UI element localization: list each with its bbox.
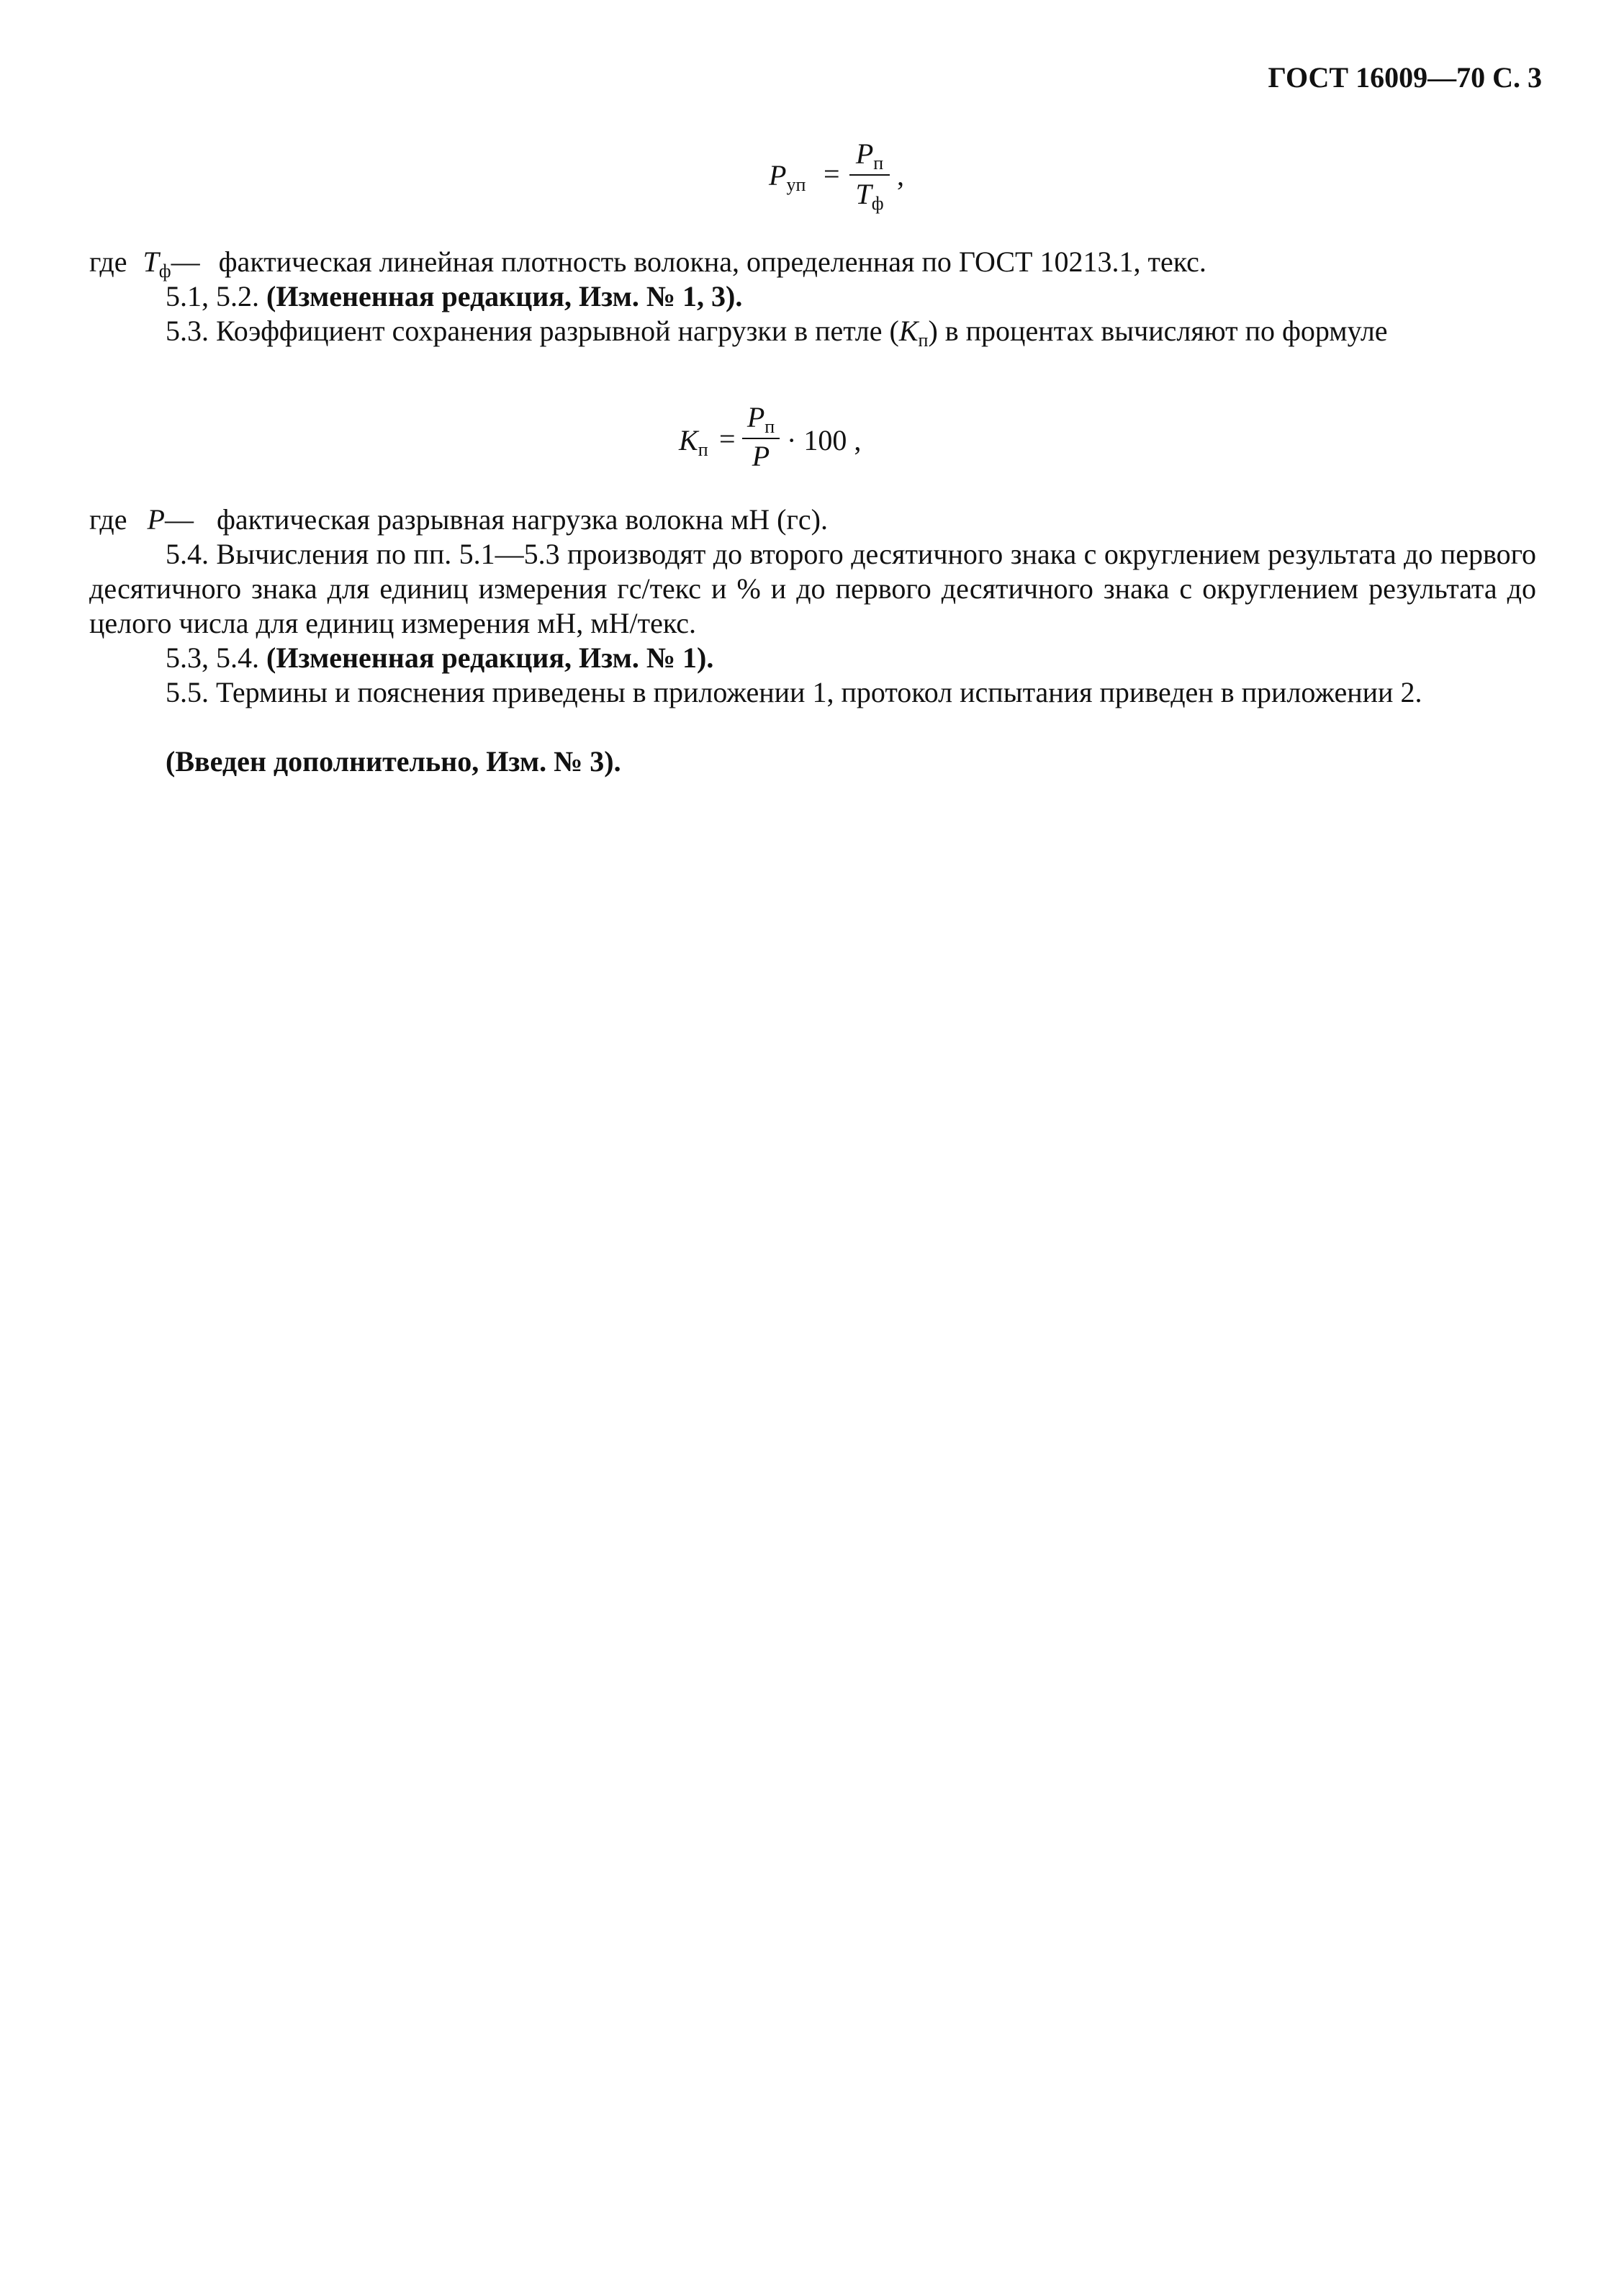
- where-tf-line: [89, 245, 1536, 282]
- where-p-line: где P— фактическая разрывная нагрузка волокна мН (гс).: [89, 503, 828, 536]
- amendment-5-3-5-4: 5.3, 5.4. (Измененная редакция, Изм. № 1).: [166, 641, 714, 674]
- where-p-symbol: P: [147, 503, 165, 536]
- formula1-equals: =: [824, 158, 840, 190]
- formula1-fraction-bar: [849, 174, 890, 176]
- formula2-multiplier: · 100 ,: [787, 424, 862, 456]
- formula2-numerator: $P_п$: [746, 401, 775, 437]
- symbol-k: $K_п$: [898, 315, 929, 351]
- formula-retention-coefficient: [0, 400, 1624, 479]
- formula-loop-specific-load: [0, 137, 1624, 216]
- where-word: где: [89, 246, 127, 278]
- formula1-comma: ,: [897, 159, 904, 192]
- formula2-fraction: [742, 400, 780, 479]
- where-dash: —: [171, 246, 200, 278]
- paragraph-5-3: 5.3. Коэффициент сохранения разрывной нагрузки в петле $(K_п)$ в процентах вычисляют по формуле: [166, 315, 1388, 351]
- formula1-denominator: $T_ф$: [855, 178, 884, 214]
- amendment-added-3: (Введен дополнительно, Изм. № 3).: [166, 745, 621, 778]
- formula2-lhs: $K_п$: [679, 424, 708, 460]
- formula2-denominator: P: [752, 440, 770, 472]
- formula1-numerator: $P_п$: [855, 138, 884, 174]
- page-header: ГОСТ 16009—70 С. 3: [1268, 61, 1542, 94]
- formula1-lhs: $P_{уп}$: [769, 159, 806, 195]
- where-symbol: $T_ф$: [143, 246, 171, 282]
- formula1-fraction: [849, 137, 890, 216]
- amendment-5-1-5-2: 5.1, 5.2. (Измененная редакция, Изм. № 1, 3).: [166, 280, 743, 312]
- paragraph-5-4: 5.4. Вычисления по пп. 5.1—5.3 производят до второго десятичного знака с округлением результата до первого десятичного знака для единиц измерения гс/текс и % и до первого десятичного знака с округлением результата до целого числа для единиц измерения мН, мН/текс.: [89, 538, 1536, 639]
- paragraph-5-5: 5.5. Термины и пояснения приведены в приложении 1, протокол испытания приведен в приложении 2.: [166, 676, 1422, 708]
- where-text: фактическая линейная плотность волокна, определенная по ГОСТ 10213.1, текс.: [218, 246, 1206, 278]
- formula2-equals: =: [719, 423, 736, 455]
